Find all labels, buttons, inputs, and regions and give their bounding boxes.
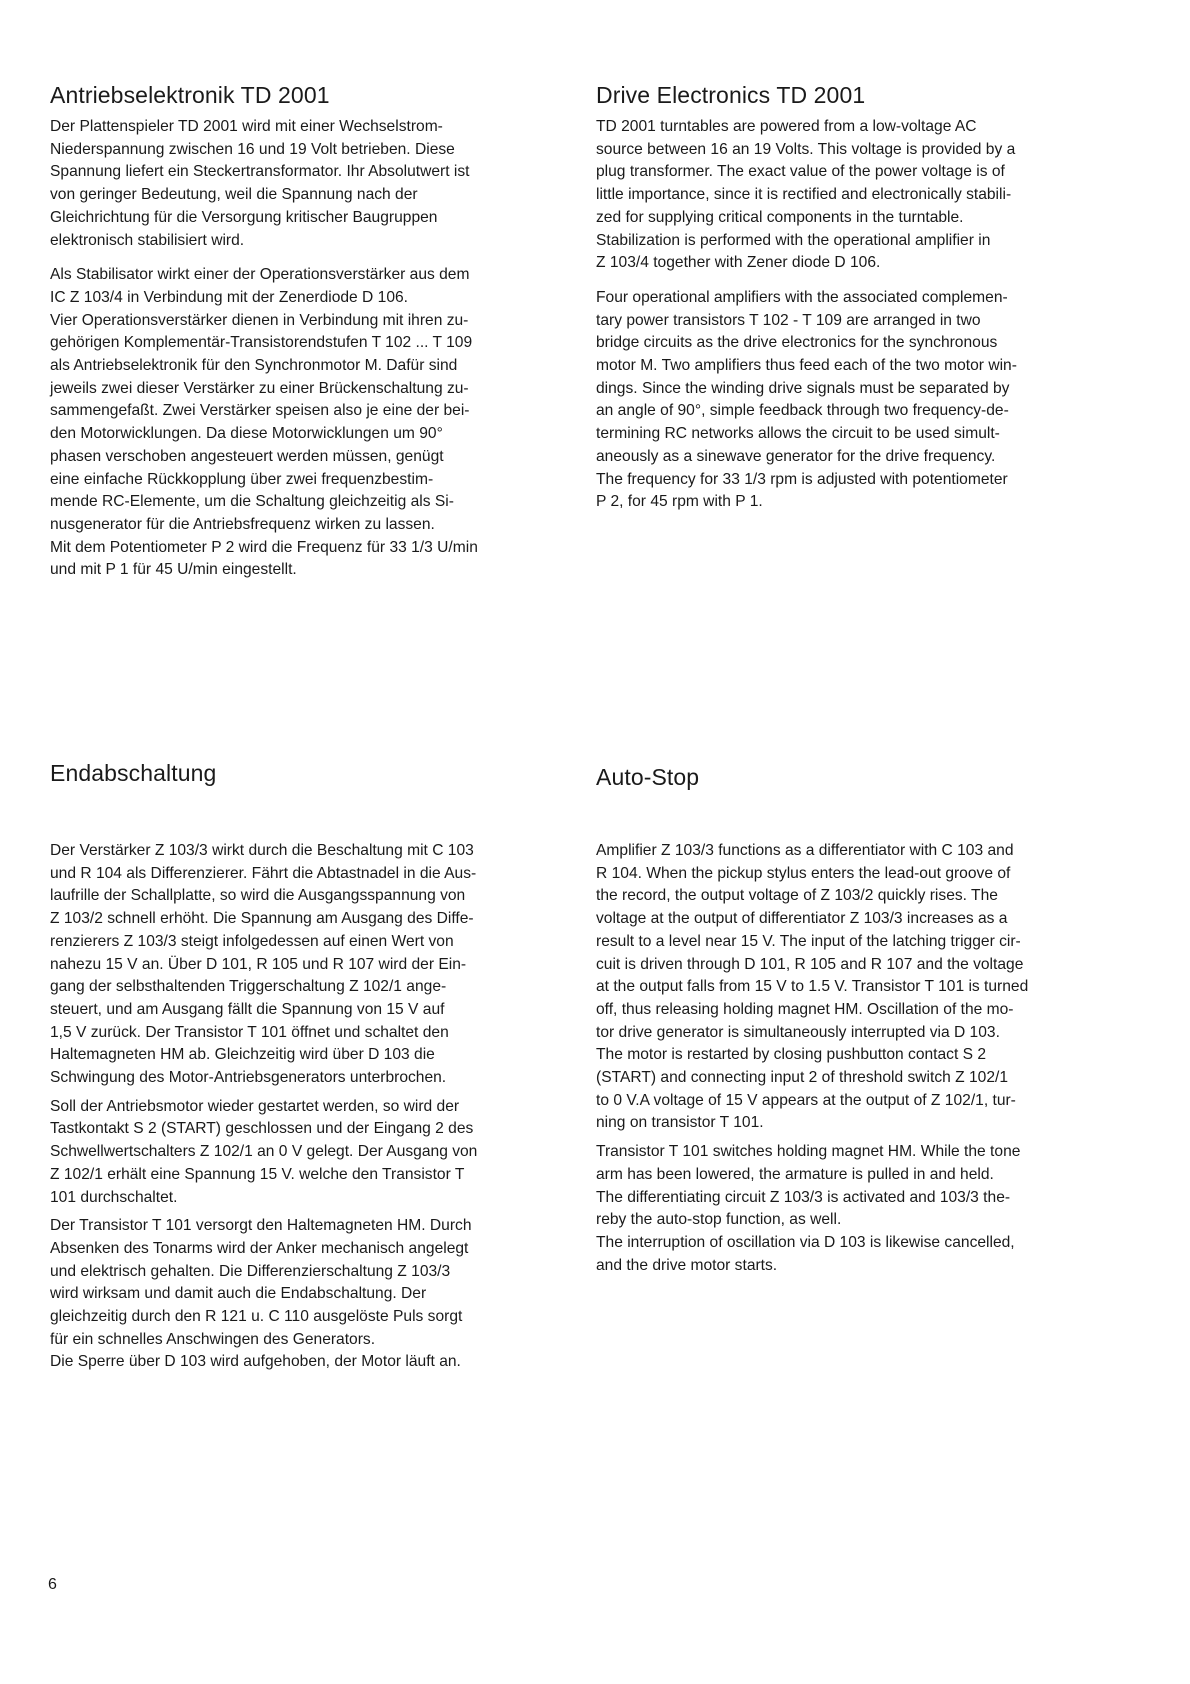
- paragraph: Four operational amplifiers with the associated complemen- tary power transistors T 102 - T 109 are arranged in two bridge circuits as the drive electronics for the synchronous motor M. Two amplifiers thus feed each of the two motor win- dings. Since the winding drive signals must be separated by an angle of 90°, simple feedback through two frequency-de- termining RC networks allows the circuit to be used simult- aneously as a sinewave generator for the drive frequency. The frequency for 33 1/3 rpm is adjusted with potentiometer P 2, for 45 rpm with P 1.: [596, 288, 1017, 511]
- paragraph: Soll der Antriebsmotor wieder gestartet werden, so wird der Tastkontakt S 2 (START) geschlossen und der Eingang 2 des Schwellwertschalters Z 102/1 an 0 V gelegt. Der Ausgang von Z 102/1 erhält eine Spannung 15 V. welche den Transistor T 101 durchschaltet.: [50, 1097, 478, 1206]
- section-drive-electronics: [596, 80, 1086, 514]
- paragraph: Der Plattenspieler TD 2001 wird mit einer Wechselstrom- Niederspannung zwischen 16 und 19 Volt betrieben. Diese Spannung liefert ein Steckertransformator. Ihr Absolutwert ist von geringer Bedeutung, weil die Spannung nach der Gleichrichtung für die Versorgung kritischer Baugruppen elektronisch stabilisiert wird.: [50, 118, 470, 249]
- heading-antriebselektronik: Antriebselektronik TD 2001: [50, 82, 330, 108]
- section-auto-stop: [596, 762, 1086, 1277]
- heading-endabschaltung: Endabschaltung: [50, 760, 217, 786]
- paragraph: Der Transistor T 101 versorgt den Haltemagneten HM. Durch Absenken des Tonarms wird der Anker mechanisch angelegt und elektrisch gehalten. Die Differenzierschaltung Z 103/3 wird wirksam und damit auch die Endabschaltung. Der gleichzeitig durch den R 121 u. C 110 ausgelöste Puls sorgt für ein schnelles Anschwingen des Generators. Die Sperre über D 103 wird aufgehoben, der Motor läuft an.: [50, 1217, 472, 1371]
- heading-auto-stop: Auto-Stop: [596, 764, 700, 790]
- section-endabschaltung: [50, 758, 540, 1374]
- paragraph: Transistor T 101 switches holding magnet HM. While the tone arm has been lowered, the armature is pulled in and held. The differentiating circuit Z 103/3 is activated and 103/3 the- reby the auto-stop function, as well. The interruption of oscillation via D 103 is likewise cancelled, and the drive motor starts.: [596, 1143, 1021, 1274]
- paragraph: Amplifier Z 103/3 functions as a differentiator with C 103 and R 104. When the pickup stylus enters the lead-out groove of the record, the output voltage of Z 103/2 quickly rises. The voltage at the output of differentiator Z 103/3 increases as a result to a level near 15 V. The input of the latching trigger cir- cuit is driven through D 101, R 105 and R 107 and the voltage at the output falls from 15 V to 1.5 V. Transistor T 101 is turned off, thus releasing holding magnet HM. Oscillation of the mo- tor drive generator is simultaneously interrupted via D 103. The motor is restarted by closing pushbutton contact S 2 (START) and connecting input 2 of threshold switch Z 102/1 to 0 V.A voltage of 15 V appears at the output of Z 102/1, tur- ning on transistor T 101.: [596, 842, 1029, 1132]
- page-number: 6: [48, 1576, 57, 1593]
- heading-drive-electronics: Drive Electronics TD 2001: [596, 82, 866, 108]
- section-antriebselektronik: [50, 80, 540, 582]
- paragraph: Der Verstärker Z 103/3 wirkt durch die Beschaltung mit C 103 und R 104 als Differenzierer. Fährt die Abtastnadel in die Aus- laufrille der Schallplatte, so wird die Ausgangsspannung von Z 103/2 schnell erhöht. Die Spannung am Ausgang des Diffe- renzierers Z 103/3 steigt infolgedessen auf einen Wert von nahezu 15 V an. Über D 101, R 105 und R 107 wird der Ein- gang der selbsthaltenden Triggerschaltung Z 102/1 ange- steuert, und am Ausgang fällt die Spannung von 15 V auf 1,5 V zurück. Der Transistor T 101 öffnet und schaltet den Haltemagneten HM ab. Gleichzeitig wird über D 103 die Schwingung des Motor-Antriebsgenerators unterbrochen.: [50, 842, 477, 1087]
- paragraph: TD 2001 turntables are powered from a low-voltage AC source between 16 an 19 Volts. This voltage is provided by a plug transformer. The exact value of the power voltage is of little importance, since it is rectified and electronically stabili- zed for supplying critical components in the turntable. Stabilization is performed with the operational amplifier in Z 103/4 together with Zener diode D 106.: [596, 118, 1016, 272]
- paragraph: Als Stabilisator wirkt einer der Operationsverstärker aus dem IC Z 103/4 in Verbindung mit der Zenerdiode D 106. Vier Operationsverstärker dienen in Verbindung mit ihren zu- gehörigen Komplementär-Transistorendstufen T 102 ... T 109 als Antriebselektronik für den Synchronmotor M. Dafür sind jeweils zwei dieser Verstärker zu einer Brückenschaltung zu- sammengefaßt. Zwei Verstärker speisen also je eine der bei- den Motorwicklungen. Da diese Motorwicklungen um 90° phasen verschoben angesteuert werden müssen, genügt eine einfache Rückkopplung über zwei frequenzbestim- mende RC-Elemente, um die Schaltung gleichzeitig als Si- nusgenerator für die Antriebsfrequenz wirken zu lassen. Mit dem Potentiometer P 2 wird die Frequenz für 33 1/3 U/min und mit P 1 für 45 U/min eingestellt.: [50, 266, 478, 579]
